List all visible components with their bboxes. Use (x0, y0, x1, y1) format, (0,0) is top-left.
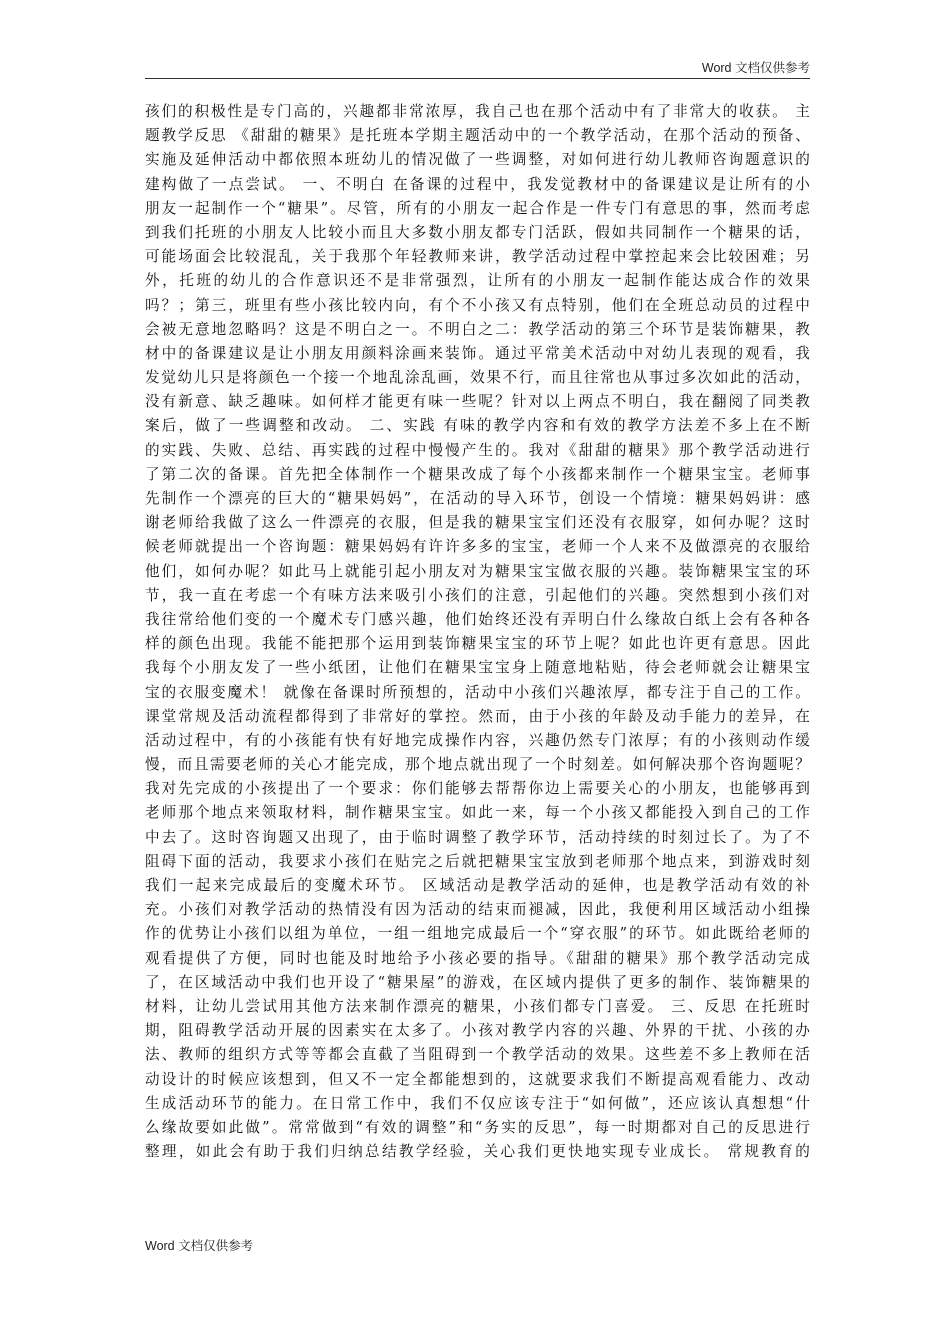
body-line: 充。小孩们对教学活动的热情没有因为活动的结束而褪减，因此，我便利用区域活动小组操 (145, 901, 810, 919)
body-line: 材中的备课建议是让小朋友用颜料涂画来装饰。通过平常美术活动中对幼儿表现的观看，我 (145, 344, 810, 362)
body-line: 了第二次的备课。首先把全体制作一个糖果改成了每个小孩都来制作一个糖果宝宝。老师事 (145, 465, 810, 483)
body-line: 会被无意地忽略吗？这是不明白之一。不明白之二：教学活动的第三个环节是装饰糖果，教 (145, 320, 810, 338)
body-line: 阻碍下面的活动，我要求小孩们在贴完之后就把糖果宝宝放到老师那个地点来，到游戏时刻 (145, 852, 810, 870)
body-line: 实施及延伸活动中都依照本班幼儿的情况做了一些调整，对如何进行幼儿教师咨询题意识的 (145, 151, 810, 169)
body-line: 了，在区域活动中我们也开设了“糖果屋”的游戏，在区域内提供了更多的制作、装饰糖果的 (145, 973, 810, 991)
body-line: 样的颜色出现。我能不能把那个运用到装饰糖果宝宝的环节上呢？如此也许更有意思。因此 (145, 635, 810, 653)
body-line: 作的优势让小孩们以组为单位，一组一组地完成最后一个“穿衣服”的环节。如此既给老师的 (145, 925, 810, 943)
body-line: 先制作一个漂亮的巨大的“糖果妈妈”，在活动的导入环节，创设一个情境：糖果妈妈讲：感 (145, 490, 810, 507)
body-line: 法、教师的组织方式等等都会直截了当阻碍到一个教学活动的效果。这些差不多上教师在活 (145, 1046, 810, 1064)
body-line: 活动过程中，有的小孩能有快有好地完成操作内容，兴趣仍然专门浓厚；有的小孩则动作缓 (145, 731, 810, 749)
body-line: 观看提供了方便，同时也能及时地给予小孩必要的指导。《甜甜的糖果》那个教学活动完成 (145, 949, 810, 967)
body-line: 我们一起来完成最后的变魔术环节。 区域活动是教学活动的延伸，也是教学活动有效的补 (145, 877, 810, 894)
body-line: 我每个小朋友发了一些小纸团，让他们在糖果宝宝身上随意地粘贴，待会老师就会让糖果宝 (145, 659, 810, 677)
body-line: 我对先完成的小孩提出了一个要求：你们能够去帮帮你边上需要关心的小朋友，也能够再到 (145, 780, 810, 798)
body-line: 整理，如此会有助于我们归纳总结教学经验，关心我们更快地实现专业成长。 常规教育的 (145, 1143, 810, 1161)
page-header: Word 文档仅供参考 (701, 61, 810, 75)
document-body (145, 100, 810, 1164)
body-line: 朋友一起制作一个“糖果”。尽管，所有的小朋友一起合作是一件专门有意思的事，然而考虑 (145, 199, 810, 217)
header-divider (145, 78, 810, 79)
body-line: 到我们托班的小朋友人比较小而且大多数小朋友都专门活跃，假如共同制作一个糖果的话， (145, 223, 810, 241)
body-line: 外，托班的幼儿的合作意识还不是非常强烈，让所有的小朋友一起制作能达成合作的效果 (145, 272, 810, 290)
body-line: 的实践、失败、总结、再实践的过程中慢慢产生的。我对《甜甜的糖果》那个教学活动进行 (145, 441, 810, 459)
body-line: 候老师就提出一个咨询题：糖果妈妈有许许多多的宝宝，老师一个人来不及做漂亮的衣服给 (145, 538, 810, 556)
body-line: 发觉幼儿只是将颜色一个接一个地乱涂乱画，效果不行，而且往常也从事过多次如此的活动， (145, 369, 810, 387)
body-line: 期，阻碍教学活动开展的因素实在太多了。小孩对教学内容的兴趣、外界的干扰、小孩的办 (145, 1022, 810, 1040)
body-line: 我往常给他们变的一个魔术专门感兴趣，他们始终还没有弄明白什么缘故白纸上会有各种各 (145, 610, 810, 628)
body-line: 案后，做了一些调整和改动。 二、实践 有味的教学内容和有效的教学方法差不多上在不断 (145, 417, 810, 435)
body-line: 孩们的积极性是专门高的，兴趣都非常浓厚，我自己也在那个活动中有了非常大的收获。 主 (145, 103, 810, 120)
body-line: 题教学反思 《甜甜的糖果》是托班本学期主题活动中的一个教学活动，在那个活动的预备、 (145, 127, 810, 145)
body-line: 没有新意、缺乏趣味。如何样才能更有味一些呢？针对以上两点不明白，我在翻阅了同类教 (145, 393, 810, 411)
body-line: 课堂常规及活动流程都得到了非常好的掌控。然而，由于小孩的年龄及动手能力的差异，在 (145, 707, 810, 725)
body-line: 他们，如何办呢？如此马上就能引起小朋友对为糖果宝宝做衣服的兴趣。装饰糖果宝宝的环 (145, 562, 810, 580)
body-line: 建构做了一点尝试。 一、不明白 在备课的过程中，我发觉教材中的备课建议是让所有的小 (145, 175, 810, 193)
body-line: 么缘故要如此做”。常常做到“有效的调整”和“务实的反思”，每一时期都对自己的反思进行 (145, 1118, 810, 1136)
body-line: 吗？；第三，班里有些小孩比较内向，有个不小孩又有点特别，他们在全班总动员的过程中 (145, 296, 810, 314)
body-line: 宝的衣服变魔术！ 就像在备课时所预想的，活动中小孩们兴趣浓厚，都专注于自己的工作。 (145, 683, 810, 701)
body-line: 生成活动环节的能力。在日常工作中，我们不仅应该专注于“如何做”，还应该认真想想“什 (145, 1094, 810, 1112)
page-footer: Word 文档仅供参考 (145, 1239, 254, 1253)
body-line: 可能场面会比较混乱，关于我那个年轻教师来讲，教学活动过程中掌控起来会比较困难；另 (145, 248, 810, 266)
body-line: 谢老师给我做了这么一件漂亮的衣服，但是我的糖果宝宝们还没有衣服穿，如何办呢？这时 (145, 514, 810, 532)
body-line: 老师那个地点来领取材料，制作糖果宝宝。如此一来，每一个小孩又都能投入到自己的工作 (145, 804, 810, 822)
body-line: 节，我一直在考虑一个有味方法来吸引小孩们的注意，引起他们的兴趣。突然想到小孩们对 (145, 586, 810, 604)
body-line: 材料，让幼儿尝试用其他方法来制作漂亮的糖果，小孩们都专门喜爱。 三、反思 在托班时 (145, 997, 810, 1015)
body-line: 慢，而且需要老师的关心才能完成，那个地点就出现了一个时刻差。如何解决那个咨询题呢？ (145, 756, 810, 774)
body-line: 动设计的时候应该想到，但又不一定全都能想到的，这就要求我们不断提高观看能力、改动 (145, 1070, 810, 1088)
body-line: 中去了。这时咨询题又出现了，由于临时调整了教学环节，活动持续的时刻过长了。为了不 (145, 828, 810, 846)
